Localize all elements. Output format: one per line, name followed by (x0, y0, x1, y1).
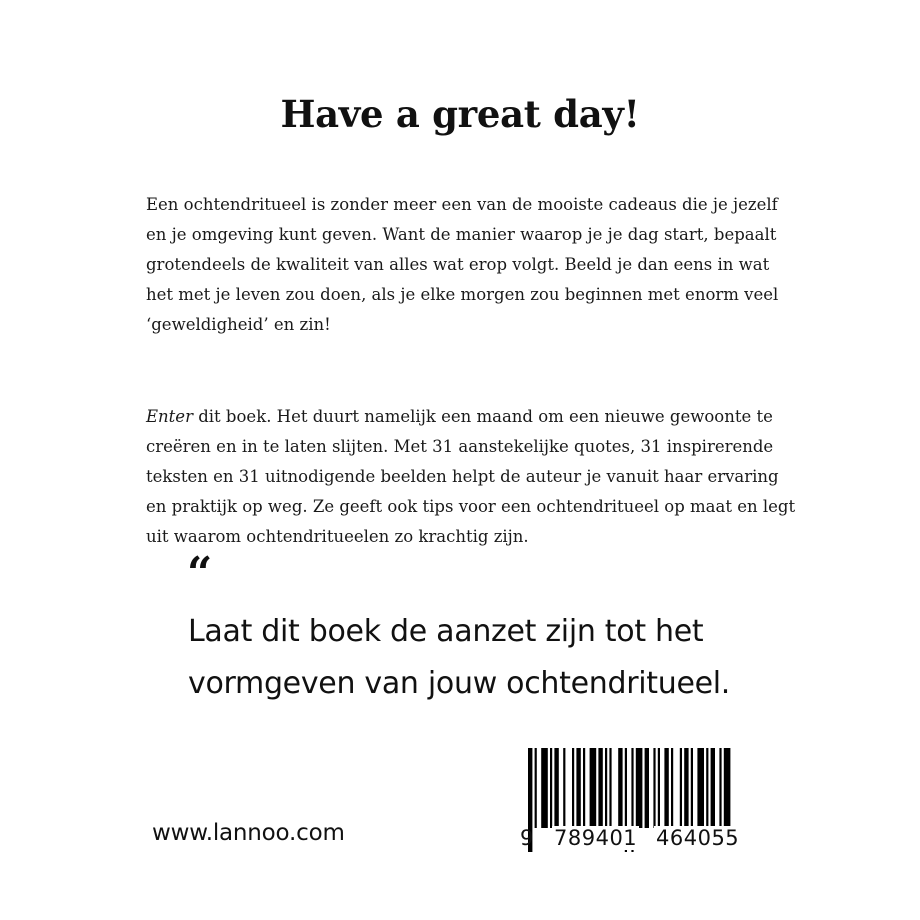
quote-line: Laat dit boek de aanzet zijn tot het (188, 614, 704, 649)
barcode-bar (645, 748, 649, 828)
barcode-bar (618, 748, 622, 828)
barcode-bar (598, 748, 602, 828)
book-title: Have a great day! (280, 92, 640, 136)
barcode-bar (671, 748, 673, 828)
barcode-bar (576, 748, 580, 828)
barcode-bar (724, 748, 731, 828)
barcode-bar (691, 748, 693, 828)
barcode-bar (658, 748, 660, 828)
description-line: teksten en 31 uitnodigende beelden helpt de auteur je vanuit haar ervaring (146, 467, 779, 486)
quote-mark-icon: “ (187, 548, 213, 599)
description-line: creëren en in te laten slijten. Met 31 aanstekelijke quotes, 31 inspirerende (146, 437, 774, 456)
barcode-bar (706, 748, 708, 828)
barcode-bar (680, 748, 682, 828)
isbn-right-group: 464055 (656, 826, 740, 850)
intro-line: ‘geweldigheid’ en zin! (146, 315, 331, 334)
description-line: uit waarom ochtendritueelen zo krachtig zijn. (146, 527, 529, 546)
barcode-bar (636, 748, 643, 828)
barcode-bar (535, 748, 537, 828)
barcode-bar (609, 748, 611, 828)
description-paragraph (146, 402, 796, 552)
barcode-bar (541, 748, 548, 828)
intro-line: grotendeels de kwaliteit van alles wat erop volgt. Beeld je dan eens in wat (146, 255, 770, 274)
isbn-first-digit: 9 (520, 826, 534, 850)
pull-quote (188, 606, 730, 710)
barcode-bar (572, 748, 574, 828)
isbn-left-group: 789401 (554, 826, 638, 850)
italic-word: Enter (146, 407, 193, 426)
intro-line: het met je leven zou doen, als je elke morgen zou beginnen met enorm veel (146, 285, 779, 304)
barcode-bar (653, 748, 655, 828)
description-line-rest: dit boek. Het duurt namelijk een maand om een nieuwe gewoonte te (192, 407, 773, 426)
barcode-bar (719, 748, 721, 828)
barcode-bar (563, 748, 565, 828)
intro-paragraph (146, 190, 786, 340)
barcode-bar (590, 748, 597, 828)
quote-line: vormgeven van jouw ochtendritueel. (188, 666, 731, 701)
barcode-bar (583, 748, 585, 828)
barcode-icon (512, 748, 748, 868)
barcode-bar (664, 748, 668, 828)
intro-line: Een ochtendritueel is zonder meer een van de mooiste cadeaus die je jezelf (146, 195, 778, 214)
publisher-website: www.lannoo.com (152, 820, 345, 846)
barcode-bar (550, 748, 552, 828)
intro-line: en je omgeving kunt geven. Want de manier waarop je je dag start, bepaalt (146, 225, 777, 244)
barcode-bar (554, 748, 558, 828)
barcode-bar (605, 748, 607, 828)
barcode-bar (697, 748, 704, 828)
description-line: en praktijk op weg. Ze geeft ook tips voor een ochtendritueel op maat en legt (146, 497, 796, 516)
description-line (146, 402, 786, 432)
barcode-bar (711, 748, 715, 828)
barcode-bar (684, 748, 688, 828)
